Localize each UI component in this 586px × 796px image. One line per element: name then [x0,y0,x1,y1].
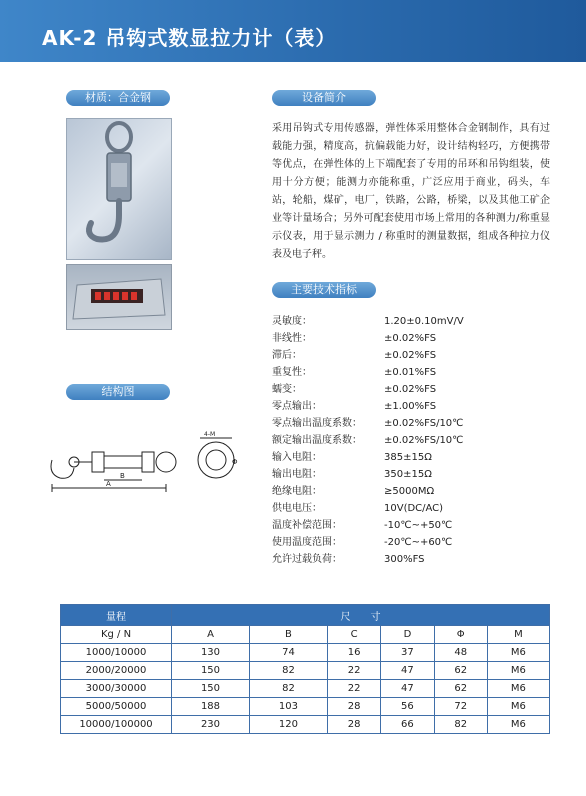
spec-row [272,551,552,568]
intro-text: 采用吊钩式专用传感器，弹性体采用整体合金钢制作，具有过载能力强，精度高，抗偏载能力好，设计结构轻巧，方便携带等优点，在弹性体的上下端配套了专用的吊环和吊钩组装，使用十分方便；能测力亦能称重，广泛应用于商业，码头，车站，轮船，煤矿，电厂，铁路，公路，桥梁，以及其他工矿企业等计量场合；另外可配套使用市场上常用的各种测力/称重显示仪表，用于显示测力 / 称重时的测量数据，组成各种拉力仪表及电子秤。 [272,123,550,260]
table-cell: 74 [249,644,327,662]
table-cell: 188 [172,698,250,716]
spec-label: 输出电阻： [272,469,322,480]
structure-diagram [44,430,244,510]
section-specs: 主要技术指标 [272,282,376,298]
table-column-header: Φ [434,626,487,644]
spec-row [272,381,552,398]
spec-label: 蠕变： [272,384,302,395]
table-cell: 47 [381,662,434,680]
table-row [61,716,550,734]
spec-value: ±0.02%FS/10℃ [384,418,464,429]
dimension-table [60,604,550,734]
table-column-header: B [249,626,327,644]
spec-row [272,347,552,364]
table-row [61,644,550,662]
spec-value: 350±15Ω [384,469,432,480]
spec-label: 重复性： [272,367,312,378]
dim-label-b: B [120,472,125,480]
table-column-header: Kg / N [61,626,172,644]
spec-label: 允许过载负荷： [272,554,342,565]
table-column-header: D [381,626,434,644]
spec-value: ±0.02%FS [384,350,437,361]
table-cell: 62 [434,662,487,680]
table-cell: 22 [327,680,380,698]
table-cell: 150 [172,662,250,680]
table-row [61,680,550,698]
table-cell: 66 [381,716,434,734]
dim-label-a: A [106,480,111,488]
spec-label: 零点输出： [272,401,322,412]
spec-value: 300%FS [384,554,425,565]
table-cell: 48 [434,644,487,662]
table-column-header: C [327,626,380,644]
table-cell: M6 [487,680,549,698]
spec-row [272,364,552,381]
section-intro: 设备简介 [272,90,376,106]
spec-label: 零点输出温度系数： [272,418,362,429]
table-cell: 37 [381,644,434,662]
table-cell: 150 [172,680,250,698]
table-cell: 16 [327,644,380,662]
spec-value: ±1.00%FS [384,401,437,412]
table-cell: 47 [381,680,434,698]
spec-label: 供电电压： [272,503,322,514]
spec-row [272,398,552,415]
spec-row [272,330,552,347]
spec-row [272,449,552,466]
table-cell: 2000/20000 [61,662,172,680]
table-cell: 130 [172,644,250,662]
table-cell: 82 [434,716,487,734]
spec-label: 非线性： [272,333,312,344]
hook-scale-photo [66,118,172,260]
spec-value: -10℃~+50℃ [384,520,453,531]
table-cell: 72 [434,698,487,716]
section-structure: 结构图 [66,384,170,400]
spec-value: 10V(DC/AC) [384,503,444,514]
table-cell: 1000/10000 [61,644,172,662]
table-row [61,698,550,716]
spec-row [272,466,552,483]
table-cell: 103 [249,698,327,716]
table-cell: 28 [327,716,380,734]
spec-label: 灵敏度： [272,316,312,327]
table-cell: 120 [249,716,327,734]
table-cell: 28 [327,698,380,716]
spec-row [272,534,552,551]
spec-value: ±0.02%FS [384,333,437,344]
table-head-size: 尺 寸 [172,605,550,626]
structure-drawing [44,430,244,510]
spec-label: 输入电阻： [272,452,322,463]
table-body [61,626,550,734]
table-row [61,662,550,680]
table-cell: 5000/50000 [61,698,172,716]
spec-row [272,313,552,330]
table-column-header: A [172,626,250,644]
spec-value: ±0.01%FS [384,367,437,378]
spec-value: ≥5000MΩ [384,486,435,497]
header-bar [0,0,586,62]
table-cell: 3000/30000 [61,680,172,698]
table-cell: 62 [434,680,487,698]
table-cell: 22 [327,662,380,680]
display-unit-photo [66,264,172,330]
dim-label-phi: Φ [232,458,238,466]
spec-value: 385±15Ω [384,452,432,463]
spec-label: 额定输出温度系数： [272,435,362,446]
spec-value: ±0.02%FS/10℃ [384,435,464,446]
spec-value: 1.20±0.10mV/V [384,316,464,327]
table-cell: M6 [487,698,549,716]
spec-row [272,517,552,534]
table-cell: M6 [487,662,549,680]
table-cell: 56 [381,698,434,716]
table-cell: 10000/100000 [61,716,172,734]
spec-value: -20℃~+60℃ [384,537,453,548]
table-cell: M6 [487,716,549,734]
table-column-header: M [487,626,549,644]
spec-row [272,415,552,432]
table-column-row [61,626,550,644]
page-title: AK-2 吊钩式数显拉力计（表） [42,26,337,50]
spec-label: 温度补偿范围： [272,520,342,531]
spec-label: 绝缘电阻： [272,486,322,497]
section-material: 材质：合金钢 [66,90,170,106]
table-cell: M6 [487,644,549,662]
dim-label-m: 4-M [204,431,216,438]
spec-label: 使用温度范围： [272,537,342,548]
table-head-range: 量程 [61,605,172,626]
spec-label: 滞后： [272,350,302,361]
hook-scale-image [67,119,171,259]
table-cell: 82 [249,662,327,680]
table-cell: 82 [249,680,327,698]
spec-row [272,483,552,500]
spec-value: ±0.02%FS [384,384,437,395]
display-unit-image [67,265,171,329]
spec-row [272,432,552,449]
spec-row [272,500,552,517]
table-cell: 230 [172,716,250,734]
